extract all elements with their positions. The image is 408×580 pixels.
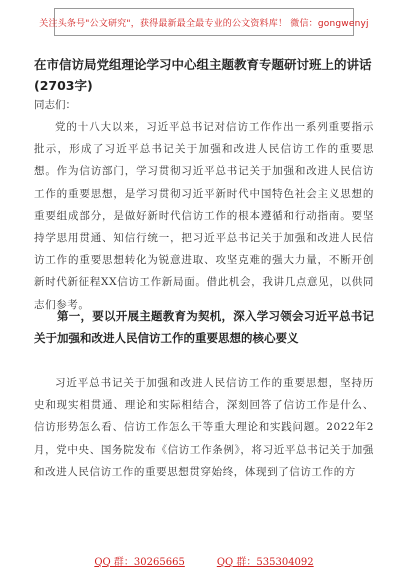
footer-qq-group-1[interactable]: QQ 群：30265665 <box>94 557 185 568</box>
body-paragraph-2: 习近平总书记关于加强和改进人民信访工作的重要思想，坚持历史和现实相贯通、理论和实际相结合，深刻回答了信访工作是什么、信访形势怎么看、信访工作怎么干等重大理论和实践问题。2022年2月，党中央、国务院发布《信访工作条例》，将习近平总书记关于加强和改进人民信访工作的重要思想贯穿始终，体现到了信访工作的方 <box>34 377 374 478</box>
promo-banner <box>39 8 369 36</box>
section-heading-1: 第一，要以开展主题教育为契机，深入学习领会习近平总书记关于加强和改进人民信访工作的重要思想的核心要义 <box>34 309 374 345</box>
salutation: 同志们： <box>34 99 76 111</box>
document-title: 在市信访局党组理论学习中心组主题教育专题研讨班上的讲话(2703字) <box>34 57 372 93</box>
footer-contacts <box>0 553 408 568</box>
body-paragraph-1: 党的十八大以来，习近平总书记对信访工作作出一系列重要指示批示，形成了习近平总书记关于加强和改进人民信访工作的重要思想。作为信访部门，学习贯彻习近平总书记关于加强和改进人民信访工作的重要思想，是学习贯彻习近平新时代中国特色社会主义思想的重要组成部分，是做好新时代信访工作的根本遵循和行动指南。要坚持学思用贯通、知信行统一，把习近平总书记关于加强和改进人民信访工作的重要思想转化为锐意进取、攻坚克难的强大力量，不断开创新时代新征程XX信访工作新局面。借此机会，我讲几点意见，以供同志们参考。 <box>34 121 374 311</box>
promo-banner-text: 关注头条号"公文研究"，获得最新最全最专业的公文资料库！ 微信：gongwenyj <box>39 18 369 29</box>
footer-qq-group-2[interactable]: QQ 群：535304092 <box>216 557 314 568</box>
